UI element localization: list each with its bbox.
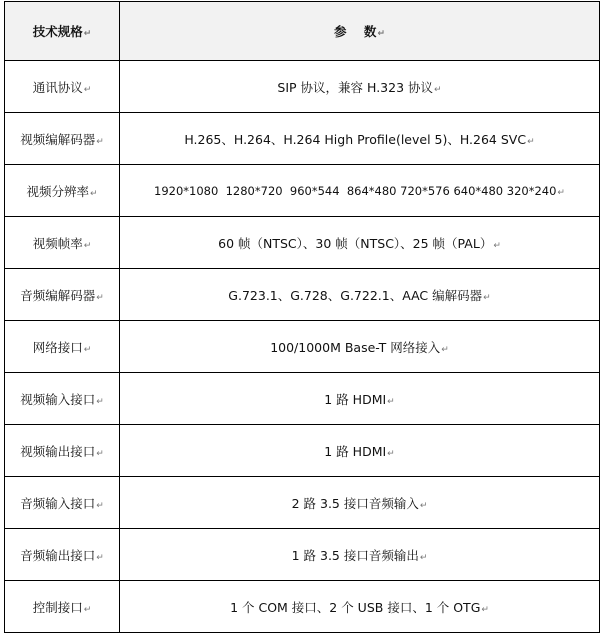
value-cell [120,425,600,477]
table-row [5,425,600,477]
table-row [5,113,600,165]
header-spec-label: 技术规格 [32,24,83,39]
spec-label: 视频帧率 [32,235,83,251]
value-cell [120,581,600,633]
spec-value: SIP 协议，兼容 H.323 协议 [277,79,434,95]
spec-value: 1 路 HDMI [324,443,387,459]
value-cell [120,269,600,321]
spec-label: 视频输入接口 [20,391,96,407]
paragraph-mark-icon: ↵ [96,500,104,511]
paragraph-mark-icon: ↵ [483,292,491,303]
paragraph-mark-icon: ↵ [96,448,104,459]
spec-value: 1 路 HDMI [324,391,387,407]
table-row [5,165,600,217]
value-cell [120,477,600,529]
value-cell [120,373,600,425]
header-value-cell [120,2,600,61]
spec-value: 100/1000M Base-T 网络接入 [270,339,441,355]
paragraph-mark-icon: ↵ [83,29,92,39]
spec-value: 60 帧（NTSC）、30 帧（NTSC）、25 帧（PAL） [218,235,493,251]
spec-cell [5,61,120,113]
value-cell [120,165,600,217]
spec-value: 1920*1080 1280*720 960*544 864*480 720*576 640*480 320*240 [154,183,557,198]
paragraph-mark-icon: ↵ [434,84,442,95]
spec-cell [5,217,120,269]
spec-label: 控制接口 [32,599,83,615]
paragraph-mark-icon: ↵ [527,136,535,147]
value-cell [120,321,600,373]
spec-label: 视频编解码器 [20,131,96,147]
value-cell [120,529,600,581]
header-value-label: 参 数 [334,24,377,39]
table-row [5,373,600,425]
spec-cell [5,425,120,477]
paragraph-mark-icon: ↵ [377,29,385,39]
spec-cell [5,321,120,373]
paragraph-mark-icon: ↵ [387,448,395,459]
spec-label: 音频编解码器 [20,287,96,303]
paragraph-mark-icon: ↵ [83,240,92,251]
value-cell [120,113,600,165]
header-spec-cell [5,2,120,61]
paragraph-mark-icon: ↵ [96,136,104,147]
header-row [5,2,600,61]
paragraph-mark-icon: ↵ [96,396,104,407]
paragraph-mark-icon: ↵ [387,396,395,407]
paragraph-mark-icon: ↵ [96,552,104,563]
table-row [5,217,600,269]
paragraph-mark-icon: ↵ [419,500,428,511]
spec-cell [5,373,120,425]
spec-label: 视频分辨率 [26,183,89,199]
spec-cell [5,269,120,321]
value-cell [120,217,600,269]
table-row [5,269,600,321]
spec-value: 2 路 3.5 接口音频输入 [291,495,419,511]
table-row [5,529,600,581]
spec-label: 音频输出接口 [20,547,96,563]
paragraph-mark-icon: ↵ [89,188,98,199]
spec-value: G.723.1、G.728、G.722.1、AAC 编解码器 [228,287,483,303]
paragraph-mark-icon: ↵ [441,344,449,355]
table-row [5,477,600,529]
spec-label: 音频输入接口 [20,495,96,511]
table-row [5,581,600,633]
spec-label: 视频输出接口 [20,443,96,459]
paragraph-mark-icon: ↵ [493,240,501,251]
spec-cell [5,581,120,633]
value-cell [120,61,600,113]
spec-cell [5,529,120,581]
spec-value: H.265、H.264、H.264 High Profile(level 5)、H.264 SVC [184,131,527,147]
spec-label: 通讯协议 [32,79,83,95]
paragraph-mark-icon: ↵ [481,604,489,615]
spec-label: 网络接口 [32,339,83,355]
table-row [5,61,600,113]
spec-table [4,1,600,633]
paragraph-mark-icon: ↵ [96,292,104,303]
spec-value: 1 路 3.5 接口音频输出 [291,547,419,563]
paragraph-mark-icon: ↵ [83,344,92,355]
spec-cell [5,477,120,529]
table-row [5,321,600,373]
paragraph-mark-icon: ↵ [419,552,428,563]
spec-cell [5,113,120,165]
spec-value: 1 个 COM 接口、2 个 USB 接口、1 个 OTG [230,599,481,615]
paragraph-mark-icon: ↵ [83,604,92,615]
paragraph-mark-icon: ↵ [83,84,92,95]
spec-cell [5,165,120,217]
paragraph-mark-icon: ↵ [557,187,565,198]
